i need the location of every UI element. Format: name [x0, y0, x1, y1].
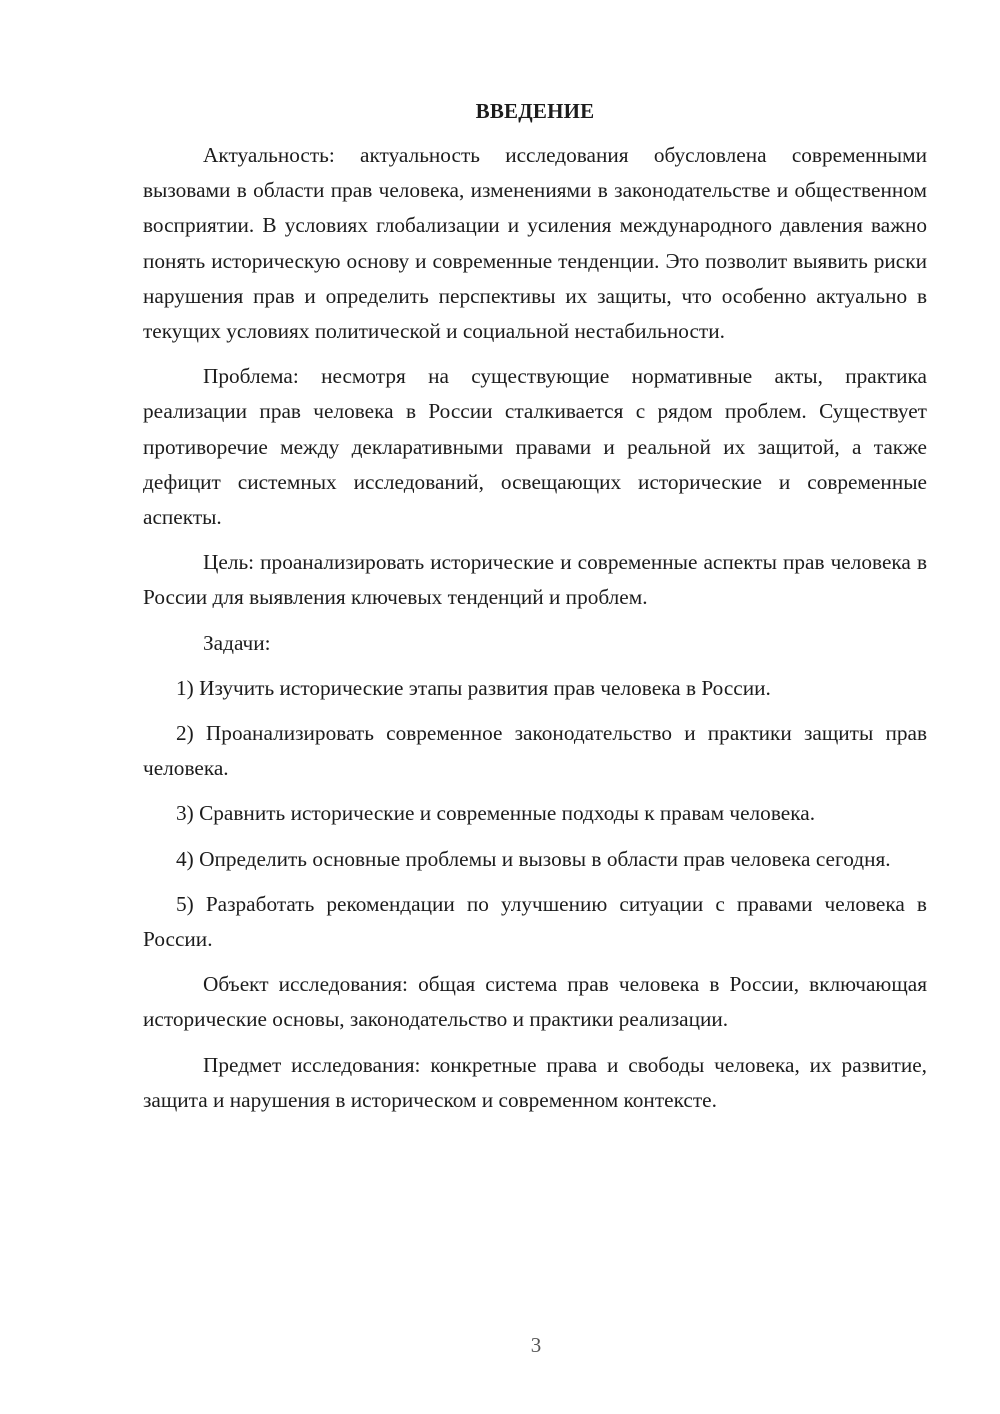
- page-number: 3: [530, 1333, 542, 1357]
- page-title: ВВЕДЕНИЕ: [475, 99, 595, 123]
- relevance-paragraph: Актуальность: актуальность исследования обусловлена современными вызовами в области прав человека, изменениями в законодательстве и общественном восприятии. В условиях глобализации и усиления международного давления важно понять историческую основу и современные тенденции. Это позволит выявить риски нарушения прав и определить перспективы их защиты, что особенно актуально в текущих условиях политической и социальной нестабильности.: [143, 143, 927, 344]
- object-paragraph: Объект исследования: общая система прав человека в России, включающая исторические основы, законодательство и практики реализации.: [143, 972, 927, 1032]
- task-item-5: 5) Разработать рекомендации по улучшению ситуации с правами человека в России.: [143, 891, 927, 952]
- goal-paragraph: Цель: проанализировать исторические и современные аспекты прав человека в России для выявления ключевых тенденций и проблем.: [143, 550, 927, 610]
- problem-paragraph: Проблема: несмотря на существующие нормативные акты, практика реализации прав человека в России сталкивается с рядом проблем. Существует противоречие между декларативными правами и реальной их защитой, а также дефицит системных исследований, освещающих исторические и современные аспекты.: [143, 364, 927, 530]
- document-page: [143, 96, 927, 1128]
- tasks-list: [143, 671, 927, 957]
- task-item-2: 2) Проанализировать современное законодательство и практики защиты прав человека.: [143, 721, 927, 781]
- task-item-1: 1) Изучить исторические этапы развития прав человека в России.: [176, 675, 771, 700]
- tasks-label: Задачи:: [203, 630, 271, 655]
- task-item-3: 3) Сравнить исторические и современные подходы к правам человека.: [176, 801, 816, 826]
- subject-paragraph: Предмет исследования: конкретные права и свободы человека, их развитие, защита и нарушения в историческом и современном контексте.: [143, 1052, 927, 1112]
- task-item-4: 4) Определить основные проблемы и вызовы в области прав человека сегодня.: [176, 846, 891, 871]
